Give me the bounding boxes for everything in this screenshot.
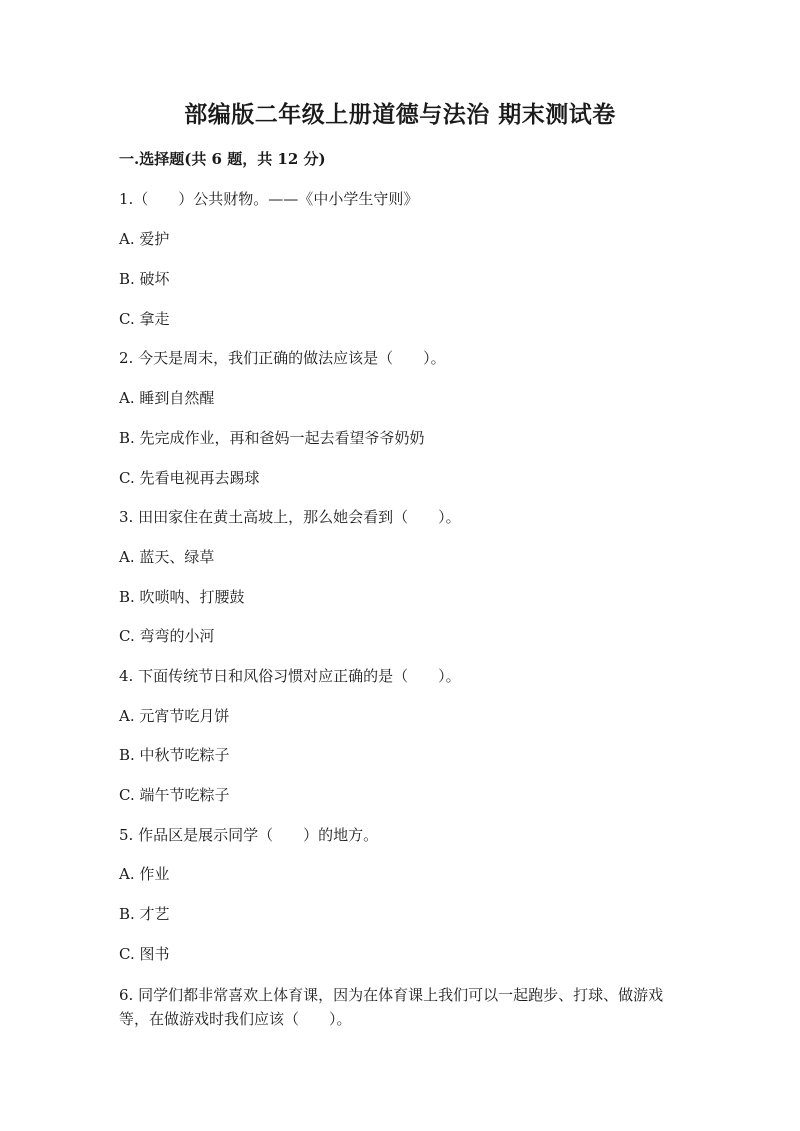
question-stem: 2. 今天是周末，我们正确的做法应该是（ ）。 (119, 349, 446, 367)
answer-option: C. 先看电视再去踢球 (119, 469, 260, 487)
answer-option: C. 拿走 (119, 310, 170, 328)
answer-option: C. 端午节吃粽子 (119, 786, 230, 804)
question-stem: 4. 下面传统节日和风俗习惯对应正确的是（ ）。 (119, 667, 461, 685)
answer-option: B. 吹唢呐、打腰鼓 (119, 588, 245, 606)
answer-option: B. 中秋节吃粽子 (119, 746, 230, 764)
answer-option: A. 睡到自然醒 (119, 389, 215, 407)
answer-option: C. 图书 (119, 945, 170, 963)
question-stem: 3. 田田家住在黄土高坡上，那么她会看到（ ）。 (119, 508, 461, 526)
question-stem: 6. 同学们都非常喜欢上体育课，因为在体育课上我们可以一起跑步、打球、做游戏等，在做游戏时我们应该（ ）。 (119, 986, 664, 1028)
answer-option: A. 蓝天、绿草 (119, 548, 215, 566)
question-stem: 1.（ ）公共财物。——《中小学生守则》 (119, 190, 419, 208)
answer-option: B. 破坏 (119, 270, 170, 288)
answer-option: B. 才艺 (119, 905, 170, 923)
answer-option: A. 元宵节吃月饼 (119, 707, 230, 725)
answer-option: A. 作业 (119, 865, 170, 883)
answer-option: C. 弯弯的小河 (119, 627, 215, 645)
section-heading: 一.选择题(共 6 题，共 12 分) (119, 150, 326, 168)
page-title: 部编版二年级上册道德与法治 期末测试卷 (184, 101, 616, 128)
answer-option: B. 先完成作业，再和爸妈一起去看望爷爷奶奶 (119, 429, 425, 447)
question-stem: 5. 作品区是展示同学（ ）的地方。 (119, 826, 379, 844)
answer-option: A. 爱护 (119, 230, 170, 248)
